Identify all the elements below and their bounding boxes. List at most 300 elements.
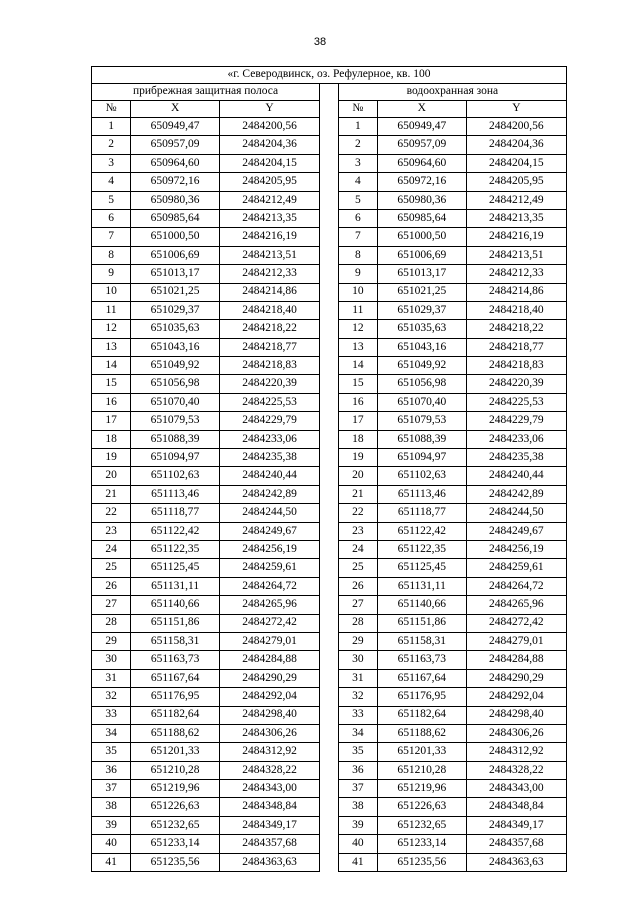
table-row (92, 522, 567, 540)
column-gap (320, 706, 339, 724)
left-cell-y: 2484265,96 (220, 596, 320, 614)
left-cell-number: 28 (92, 614, 131, 632)
left-cell-x: 651122,35 (131, 540, 220, 558)
column-header-number: № (92, 101, 131, 118)
table-row (92, 393, 567, 411)
left-cell-number: 41 (92, 853, 131, 871)
left-cell-y: 2484212,33 (220, 265, 320, 283)
right-cell-x: 651029,37 (377, 301, 466, 319)
table-row (92, 706, 567, 724)
right-cell-number: 13 (338, 338, 377, 356)
column-gap (320, 320, 339, 338)
left-cell-number: 31 (92, 669, 131, 687)
left-cell-y: 2484213,35 (220, 209, 320, 227)
right-cell-y: 2484235,38 (466, 449, 566, 467)
right-cell-x: 651000,50 (377, 228, 466, 246)
right-cell-number: 20 (338, 467, 377, 485)
right-cell-y: 2484292,04 (466, 688, 566, 706)
right-cell-y: 2484218,22 (466, 320, 566, 338)
right-cell-y: 2484279,01 (466, 632, 566, 650)
right-cell-number: 33 (338, 706, 377, 724)
left-cell-x: 651079,53 (131, 412, 220, 430)
left-cell-x: 651118,77 (131, 504, 220, 522)
left-cell-y: 2484349,17 (220, 816, 320, 834)
left-cell-x: 651125,45 (131, 559, 220, 577)
table-row (92, 265, 567, 283)
left-cell-y: 2484357,68 (220, 835, 320, 853)
table-row (92, 338, 567, 356)
right-cell-x: 651094,97 (377, 449, 466, 467)
left-cell-x: 651226,63 (131, 798, 220, 816)
right-cell-number: 26 (338, 577, 377, 595)
column-gap (320, 265, 339, 283)
column-header-number: № (338, 101, 377, 118)
column-gap (320, 301, 339, 319)
left-cell-number: 35 (92, 743, 131, 761)
left-cell-y: 2484218,40 (220, 301, 320, 319)
column-gap (320, 577, 339, 595)
right-cell-number: 4 (338, 173, 377, 191)
column-gap (320, 540, 339, 558)
right-cell-x: 651158,31 (377, 632, 466, 650)
column-gap (320, 412, 339, 430)
right-cell-x: 650985,64 (377, 209, 466, 227)
left-cell-y: 2484225,53 (220, 393, 320, 411)
right-cell-x: 651167,64 (377, 669, 466, 687)
coordinates-table (91, 66, 567, 872)
left-cell-y: 2484249,67 (220, 522, 320, 540)
right-cell-y: 2484256,19 (466, 540, 566, 558)
column-gap (320, 853, 339, 871)
column-gap (320, 724, 339, 742)
right-cell-number: 17 (338, 412, 377, 430)
right-cell-number: 7 (338, 228, 377, 246)
column-gap (320, 504, 339, 522)
right-cell-y: 2484348,84 (466, 798, 566, 816)
right-cell-number: 3 (338, 154, 377, 172)
left-cell-x: 651113,46 (131, 485, 220, 503)
left-cell-number: 40 (92, 835, 131, 853)
right-cell-y: 2484242,89 (466, 485, 566, 503)
column-gap (320, 743, 339, 761)
right-cell-y: 2484249,67 (466, 522, 566, 540)
left-cell-y: 2484204,15 (220, 154, 320, 172)
column-gap (320, 761, 339, 779)
table-row (92, 283, 567, 301)
left-cell-y: 2484212,49 (220, 191, 320, 209)
left-cell-number: 23 (92, 522, 131, 540)
right-cell-x: 651043,16 (377, 338, 466, 356)
left-cell-y: 2484343,00 (220, 780, 320, 798)
table-row (92, 504, 567, 522)
left-cell-x: 651182,64 (131, 706, 220, 724)
right-cell-y: 2484272,42 (466, 614, 566, 632)
column-gap (320, 467, 339, 485)
right-cell-number: 8 (338, 246, 377, 264)
right-cell-number: 22 (338, 504, 377, 522)
left-cell-y: 2484240,44 (220, 467, 320, 485)
right-cell-y: 2484306,26 (466, 724, 566, 742)
column-gap (320, 209, 339, 227)
left-cell-x: 650957,09 (131, 136, 220, 154)
right-cell-y: 2484290,29 (466, 669, 566, 687)
right-cell-x: 651049,92 (377, 357, 466, 375)
left-cell-number: 12 (92, 320, 131, 338)
left-cell-number: 22 (92, 504, 131, 522)
right-cell-number: 25 (338, 559, 377, 577)
column-gap (320, 228, 339, 246)
right-cell-number: 35 (338, 743, 377, 761)
right-cell-x: 651140,66 (377, 596, 466, 614)
left-cell-x: 651122,42 (131, 522, 220, 540)
left-cell-x: 651035,63 (131, 320, 220, 338)
right-cell-x: 650972,16 (377, 173, 466, 191)
column-gap (320, 651, 339, 669)
left-cell-number: 24 (92, 540, 131, 558)
column-gap (320, 154, 339, 172)
left-cell-number: 30 (92, 651, 131, 669)
right-cell-y: 2484214,86 (466, 283, 566, 301)
left-cell-number: 29 (92, 632, 131, 650)
column-gap (320, 485, 339, 503)
table-row (92, 301, 567, 319)
right-cell-y: 2484200,56 (466, 118, 566, 136)
left-cell-number: 20 (92, 467, 131, 485)
right-cell-y: 2484284,88 (466, 651, 566, 669)
left-cell-y: 2484218,22 (220, 320, 320, 338)
right-cell-x: 651232,65 (377, 816, 466, 834)
left-cell-y: 2484328,22 (220, 761, 320, 779)
column-gap (320, 118, 339, 136)
right-cell-y: 2484363,63 (466, 853, 566, 871)
right-cell-number: 10 (338, 283, 377, 301)
table-row (92, 743, 567, 761)
right-cell-number: 19 (338, 449, 377, 467)
left-cell-x: 651049,92 (131, 357, 220, 375)
right-cell-y: 2484349,17 (466, 816, 566, 834)
table-row (92, 577, 567, 595)
table-row (92, 357, 567, 375)
left-cell-x: 651000,50 (131, 228, 220, 246)
column-gap (320, 798, 339, 816)
right-cell-y: 2484240,44 (466, 467, 566, 485)
right-cell-number: 37 (338, 780, 377, 798)
left-cell-y: 2484242,89 (220, 485, 320, 503)
left-cell-y: 2484235,38 (220, 449, 320, 467)
column-gap (320, 338, 339, 356)
right-cell-number: 12 (338, 320, 377, 338)
left-cell-y: 2484292,04 (220, 688, 320, 706)
right-cell-x: 650957,09 (377, 136, 466, 154)
left-cell-x: 650964,60 (131, 154, 220, 172)
left-cell-x: 651056,98 (131, 375, 220, 393)
left-cell-y: 2484312,92 (220, 743, 320, 761)
left-cell-y: 2484259,61 (220, 559, 320, 577)
left-cell-number: 27 (92, 596, 131, 614)
right-cell-number: 16 (338, 393, 377, 411)
right-cell-number: 29 (338, 632, 377, 650)
left-cell-x: 651102,63 (131, 467, 220, 485)
table-row (92, 209, 567, 227)
left-cell-number: 13 (92, 338, 131, 356)
left-cell-y: 2484218,77 (220, 338, 320, 356)
right-cell-x: 651226,63 (377, 798, 466, 816)
right-cell-x: 651070,40 (377, 393, 466, 411)
right-cell-y: 2484218,40 (466, 301, 566, 319)
right-cell-x: 651235,56 (377, 853, 466, 871)
column-gap (320, 688, 339, 706)
table-row (92, 430, 567, 448)
right-cell-y: 2484265,96 (466, 596, 566, 614)
right-cell-number: 21 (338, 485, 377, 503)
column-gap (320, 669, 339, 687)
right-cell-number: 23 (338, 522, 377, 540)
column-gap (320, 191, 339, 209)
right-cell-y: 2484216,19 (466, 228, 566, 246)
table-row (92, 835, 567, 853)
left-cell-number: 3 (92, 154, 131, 172)
table-row (92, 246, 567, 264)
right-cell-x: 651219,96 (377, 780, 466, 798)
right-cell-number: 39 (338, 816, 377, 834)
right-cell-y: 2484213,35 (466, 209, 566, 227)
left-cell-number: 26 (92, 577, 131, 595)
left-cell-y: 2484256,19 (220, 540, 320, 558)
table-title: «г. Северодвинск, оз. Рефулерное, кв. 100 (92, 67, 567, 84)
left-cell-number: 10 (92, 283, 131, 301)
left-cell-x: 651232,65 (131, 816, 220, 834)
left-cell-x: 651235,56 (131, 853, 220, 871)
left-cell-number: 15 (92, 375, 131, 393)
column-header-y: Y (220, 101, 320, 118)
table-row (92, 780, 567, 798)
left-cell-y: 2484216,19 (220, 228, 320, 246)
left-cell-number: 36 (92, 761, 131, 779)
right-cell-number: 41 (338, 853, 377, 871)
right-cell-y: 2484298,40 (466, 706, 566, 724)
left-cell-number: 39 (92, 816, 131, 834)
right-cell-y: 2484264,72 (466, 577, 566, 595)
right-cell-y: 2484357,68 (466, 835, 566, 853)
column-header-x: X (131, 101, 220, 118)
right-cell-y: 2484212,33 (466, 265, 566, 283)
left-cell-number: 8 (92, 246, 131, 264)
left-cell-x: 651070,40 (131, 393, 220, 411)
left-cell-number: 32 (92, 688, 131, 706)
column-header-x: X (377, 101, 466, 118)
right-cell-number: 28 (338, 614, 377, 632)
right-cell-y: 2484233,06 (466, 430, 566, 448)
left-cell-x: 651151,86 (131, 614, 220, 632)
left-cell-y: 2484264,72 (220, 577, 320, 595)
left-cell-number: 5 (92, 191, 131, 209)
table-row (92, 467, 567, 485)
right-cell-y: 2484204,15 (466, 154, 566, 172)
right-cell-number: 24 (338, 540, 377, 558)
left-cell-number: 38 (92, 798, 131, 816)
right-cell-x: 651163,73 (377, 651, 466, 669)
left-cell-number: 19 (92, 449, 131, 467)
column-gap (320, 357, 339, 375)
left-cell-y: 2484218,83 (220, 357, 320, 375)
left-cell-x: 651021,25 (131, 283, 220, 301)
right-cell-y: 2484229,79 (466, 412, 566, 430)
right-cell-number: 38 (338, 798, 377, 816)
table-row (92, 669, 567, 687)
left-cell-number: 34 (92, 724, 131, 742)
right-cell-y: 2484213,51 (466, 246, 566, 264)
left-cell-y: 2484306,26 (220, 724, 320, 742)
left-cell-number: 17 (92, 412, 131, 430)
column-gap (320, 835, 339, 853)
left-cell-number: 37 (92, 780, 131, 798)
right-cell-x: 651151,86 (377, 614, 466, 632)
left-cell-x: 651088,39 (131, 430, 220, 448)
left-cell-x: 650949,47 (131, 118, 220, 136)
column-gap (320, 430, 339, 448)
left-cell-y: 2484348,84 (220, 798, 320, 816)
table-row (92, 191, 567, 209)
left-cell-x: 651029,37 (131, 301, 220, 319)
right-cell-x: 651131,11 (377, 577, 466, 595)
table-row (92, 761, 567, 779)
right-cell-y: 2484205,95 (466, 173, 566, 191)
right-cell-y: 2484218,83 (466, 357, 566, 375)
right-cell-x: 651210,28 (377, 761, 466, 779)
left-cell-number: 16 (92, 393, 131, 411)
right-cell-number: 5 (338, 191, 377, 209)
left-cell-y: 2484233,06 (220, 430, 320, 448)
right-cell-y: 2484225,53 (466, 393, 566, 411)
right-cell-y: 2484312,92 (466, 743, 566, 761)
column-gap (320, 101, 339, 118)
right-cell-y: 2484343,00 (466, 780, 566, 798)
right-cell-x: 651056,98 (377, 375, 466, 393)
right-cell-x: 651118,77 (377, 504, 466, 522)
right-cell-x: 651113,46 (377, 485, 466, 503)
left-cell-number: 7 (92, 228, 131, 246)
right-cell-x: 651233,14 (377, 835, 466, 853)
right-cell-x: 651201,33 (377, 743, 466, 761)
left-cell-y: 2484284,88 (220, 651, 320, 669)
table-row (92, 118, 567, 136)
table-row (92, 485, 567, 503)
section-header-left: прибрежная защитная полоса (92, 84, 320, 101)
left-cell-number: 9 (92, 265, 131, 283)
left-cell-y: 2484220,39 (220, 375, 320, 393)
column-gap (320, 246, 339, 264)
right-cell-number: 40 (338, 835, 377, 853)
table-row (92, 853, 567, 871)
right-cell-x: 651088,39 (377, 430, 466, 448)
column-gap (320, 614, 339, 632)
column-gap (320, 559, 339, 577)
table-row (92, 632, 567, 650)
left-cell-y: 2484229,79 (220, 412, 320, 430)
right-cell-x: 651176,95 (377, 688, 466, 706)
right-cell-x: 651125,45 (377, 559, 466, 577)
column-gap (320, 375, 339, 393)
column-gap (320, 632, 339, 650)
table-row (92, 228, 567, 246)
left-cell-x: 651233,14 (131, 835, 220, 853)
left-cell-x: 651043,16 (131, 338, 220, 356)
table-row (92, 173, 567, 191)
section-header-right: водоохранная зона (338, 84, 566, 101)
right-cell-y: 2484220,39 (466, 375, 566, 393)
right-cell-number: 2 (338, 136, 377, 154)
column-gap (320, 84, 339, 101)
table-row (92, 154, 567, 172)
left-cell-x: 651094,97 (131, 449, 220, 467)
left-cell-y: 2484200,56 (220, 118, 320, 136)
right-cell-number: 6 (338, 209, 377, 227)
table-row (92, 412, 567, 430)
right-cell-x: 650949,47 (377, 118, 466, 136)
left-cell-x: 651188,62 (131, 724, 220, 742)
left-cell-x: 651140,66 (131, 596, 220, 614)
column-gap (320, 173, 339, 191)
table-row (92, 320, 567, 338)
right-cell-number: 11 (338, 301, 377, 319)
table-row (92, 559, 567, 577)
column-gap (320, 283, 339, 301)
left-cell-number: 33 (92, 706, 131, 724)
left-cell-number: 18 (92, 430, 131, 448)
right-cell-y: 2484328,22 (466, 761, 566, 779)
right-cell-number: 32 (338, 688, 377, 706)
right-cell-y: 2484212,49 (466, 191, 566, 209)
page-number: 38 (313, 36, 327, 48)
table-row (92, 816, 567, 834)
right-cell-y: 2484244,50 (466, 504, 566, 522)
table-row (92, 449, 567, 467)
left-cell-x: 651176,95 (131, 688, 220, 706)
table-row (92, 136, 567, 154)
left-cell-y: 2484272,42 (220, 614, 320, 632)
table-body (92, 118, 567, 872)
column-gap (320, 816, 339, 834)
right-cell-y: 2484259,61 (466, 559, 566, 577)
column-gap (320, 780, 339, 798)
left-cell-y: 2484244,50 (220, 504, 320, 522)
right-cell-number: 34 (338, 724, 377, 742)
right-cell-x: 650980,36 (377, 191, 466, 209)
left-cell-y: 2484290,29 (220, 669, 320, 687)
left-cell-x: 650980,36 (131, 191, 220, 209)
right-cell-x: 651021,25 (377, 283, 466, 301)
left-cell-x: 650985,64 (131, 209, 220, 227)
column-gap (320, 522, 339, 540)
left-cell-number: 14 (92, 357, 131, 375)
right-cell-number: 15 (338, 375, 377, 393)
right-cell-x: 651188,62 (377, 724, 466, 742)
left-cell-y: 2484214,86 (220, 283, 320, 301)
column-gap (320, 596, 339, 614)
column-gap (320, 449, 339, 467)
left-cell-x: 651167,64 (131, 669, 220, 687)
left-cell-x: 651131,11 (131, 577, 220, 595)
right-cell-x: 650964,60 (377, 154, 466, 172)
right-cell-x: 651182,64 (377, 706, 466, 724)
right-cell-x: 651122,42 (377, 522, 466, 540)
table-row (92, 614, 567, 632)
left-cell-y: 2484213,51 (220, 246, 320, 264)
right-cell-number: 1 (338, 118, 377, 136)
left-cell-x: 651210,28 (131, 761, 220, 779)
right-cell-number: 31 (338, 669, 377, 687)
right-cell-x: 651006,69 (377, 246, 466, 264)
